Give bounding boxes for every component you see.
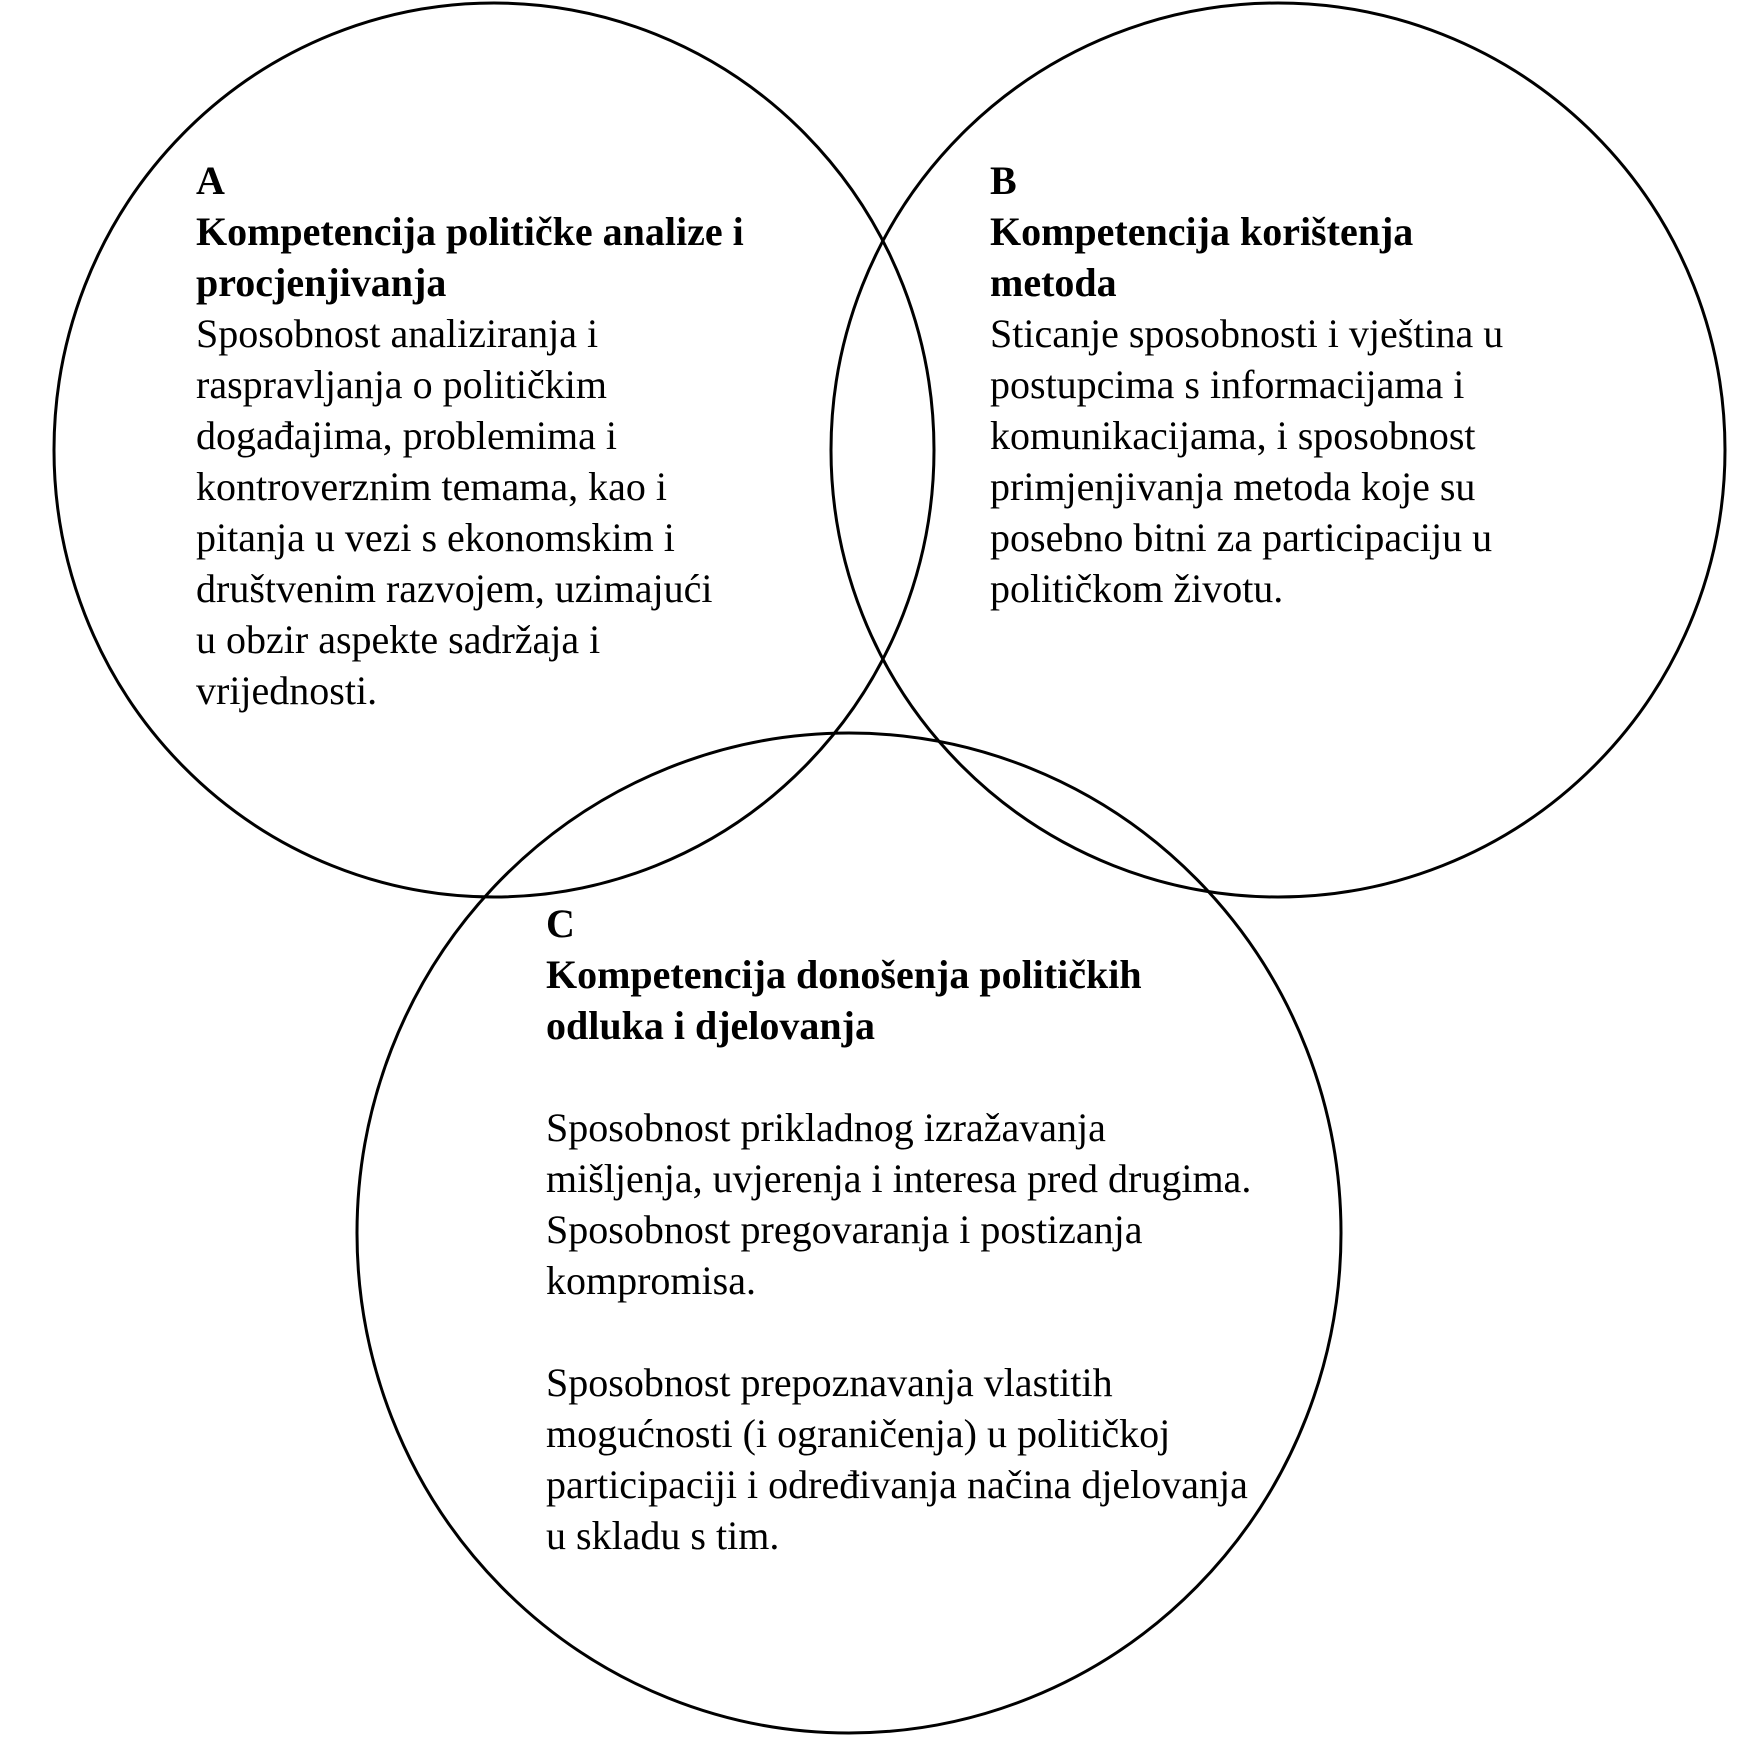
circle-c-title-line-2: odluka i djelovanja	[546, 1003, 875, 1048]
circle-a-title-line-2: procjenjivanja	[196, 260, 447, 305]
circle-c-text-line: Sposobnost prepoznavanja vlastitih	[546, 1360, 1113, 1405]
circle-a-text-line: vrijednosti.	[196, 668, 378, 713]
circle-b-text	[990, 155, 1503, 614]
circle-c-text-line: mišljenja, uvjerenja i interesa pred drugima.	[546, 1156, 1252, 1201]
circle-a-title-line-1: Kompetencija političke analize i	[196, 209, 744, 254]
circle-a-text-line: društvenim razvojem, uzimajući	[196, 566, 713, 611]
circle-a-letter: A	[196, 158, 225, 203]
paragraph-gap	[546, 1051, 1251, 1102]
circle-c-text-line: mogućnosti (i ograničenja) u političkoj	[546, 1411, 1171, 1456]
circle-b-text-line: Sticanje sposobnosti i vještina u	[990, 311, 1504, 356]
circle-b-text-line: političkom životu.	[990, 566, 1284, 611]
circle-b-title-line-2: metoda	[990, 260, 1117, 305]
circle-c-text-line: kompromisa.	[546, 1258, 756, 1303]
circle-a-text-line: kontroverznim temama, kao i	[196, 464, 667, 509]
circle-c-text-line: participaciji i određivanja načina djelovanja	[546, 1462, 1248, 1507]
circle-a-text-line: u obzir aspekte sadržaja i	[196, 617, 601, 662]
circle-a-text-line: pitanja u vezi s ekonomskim i	[196, 515, 675, 560]
circle-a-text-line: raspravljanja o političkim	[196, 362, 607, 407]
circle-b-text-line: primjenjivanja metoda koje su	[990, 464, 1476, 509]
circle-a-text	[196, 155, 744, 716]
circle-c-text	[546, 898, 1251, 1561]
circle-c-text-line: Sposobnost pregovaranja i postizanja	[546, 1207, 1143, 1252]
circle-b-text-line: komunikacijama, i sposobnost	[990, 413, 1476, 458]
circle-c-title-line-1: Kompetencija donošenja političkih	[546, 952, 1142, 997]
circle-a-text-line: događajima, problemima i	[196, 413, 617, 458]
circle-c-text-line: Sposobnost prikladnog izražavanja	[546, 1105, 1106, 1150]
circle-b-title-line-1: Kompetencija korištenja	[990, 209, 1414, 254]
circle-a-text-line: Sposobnost analiziranja i	[196, 311, 599, 356]
paragraph-gap	[546, 1306, 1251, 1357]
circle-c-text-line: u skladu s tim.	[546, 1513, 780, 1558]
circle-b-text-line: posebno bitni za participaciju u	[990, 515, 1493, 560]
circle-b-text-line: postupcima s informacijama i	[990, 362, 1465, 407]
circle-b-letter: B	[990, 158, 1017, 203]
circle-c-letter: C	[546, 901, 575, 946]
